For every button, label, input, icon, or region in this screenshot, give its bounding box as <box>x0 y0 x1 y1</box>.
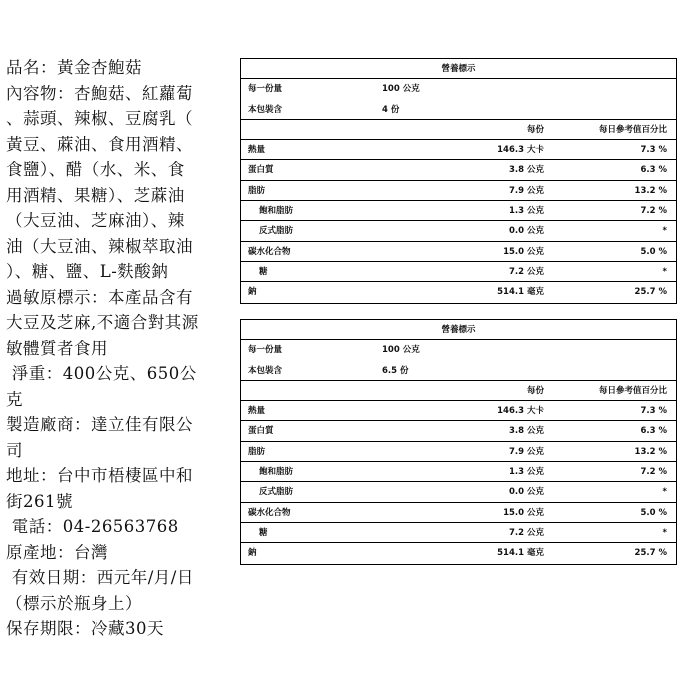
nutrient-label: 鈉 <box>248 548 257 559</box>
nutrient-value: 146.3 大卡 <box>497 145 544 156</box>
info-line: 有效日期：西元年/月/日 <box>6 568 194 587</box>
servings-per-pack-row <box>241 100 676 120</box>
col-daily-value: 每日參考值百分比 <box>598 385 667 396</box>
panel-title: 營養標示 <box>241 320 676 340</box>
nutrient-value: 0.0 公克 <box>508 226 544 237</box>
column-header-row <box>241 381 676 401</box>
nutrient-row <box>241 462 676 482</box>
nutrient-value: 3.8 公克 <box>508 426 544 437</box>
nutrient-value: 3.8 公克 <box>508 165 544 176</box>
nutrient-row <box>241 543 676 563</box>
nutrient-label: 飽和脂肪 <box>259 467 294 478</box>
nutrient-pct: * <box>662 266 667 277</box>
nutrient-row <box>241 523 676 543</box>
nutrient-row <box>241 221 676 241</box>
nutrient-row <box>241 262 676 282</box>
nutrient-label: 糖 <box>259 266 268 277</box>
nutrient-label: 蛋白質 <box>248 426 274 437</box>
nutrient-value: 7.9 公克 <box>508 185 544 196</box>
nutrient-pct: * <box>662 487 667 498</box>
servings-value: 4 份 <box>382 104 400 115</box>
info-line: 街261號 <box>6 491 73 511</box>
info-line: 保存期限：冷藏30天 <box>6 619 164 638</box>
nutrient-pct: 7.2 % <box>640 206 667 217</box>
nutrient-value: 514.1 毫克 <box>497 548 544 559</box>
nutrient-pct: * <box>662 226 667 237</box>
info-line: 敏體質者食用 <box>6 338 108 358</box>
info-line: 製造廠商：達立佳有限公 <box>6 415 193 434</box>
nutrient-value: 1.3 公克 <box>508 467 544 478</box>
nutrient-value: 7.9 公克 <box>508 446 544 457</box>
col-daily-value: 每日參考值百分比 <box>598 124 667 135</box>
panel-title: 營養標示 <box>241 59 676 79</box>
nutrient-pct: 5.0 % <box>640 507 667 518</box>
nutrient-label: 熱量 <box>248 145 266 156</box>
nutrient-label: 熱量 <box>248 406 266 417</box>
info-line: 地址：台中市梧棲區中和 <box>6 466 193 485</box>
nutrient-value: 15.0 公克 <box>503 246 544 257</box>
nutrient-row <box>241 181 676 201</box>
info-line: 司 <box>6 440 23 460</box>
nutrient-pct: 5.0 % <box>640 246 667 257</box>
column-header-row <box>241 120 676 140</box>
serving-size-row <box>241 340 676 360</box>
nutrient-pct: 6.3 % <box>640 426 667 437</box>
nutrient-label: 蛋白質 <box>248 165 274 176</box>
nutrient-row <box>241 482 676 502</box>
nutrient-value: 146.3 大卡 <box>497 406 544 417</box>
info-line: 克 <box>6 389 23 409</box>
nutrition-panel-2 <box>240 319 677 565</box>
nutrient-pct: 7.3 % <box>640 406 667 417</box>
nutrient-label: 脂肪 <box>248 446 266 457</box>
info-line: 、蒜頭、辣椒、豆腐乳（ <box>6 109 193 128</box>
nutrient-label: 反式脂肪 <box>259 487 294 498</box>
info-line: ）、糖、鹽、L-麩酸鈉 <box>6 262 169 281</box>
nutrient-label: 糖 <box>259 527 268 538</box>
servings-label: 本包裝含 <box>248 365 283 376</box>
info-line: （標示於瓶身上） <box>6 593 142 613</box>
info-line: 食鹽）、醋（水、米、食 <box>6 160 185 179</box>
info-line: 內容物：杏鮑菇、紅蘿蔔 <box>6 83 193 103</box>
nutrient-label: 碳水化合物 <box>248 507 291 518</box>
col-per-serving: 每份 <box>526 385 544 396</box>
nutrient-row <box>241 160 676 180</box>
product-info-text <box>6 55 232 642</box>
nutrient-value: 7.2 公克 <box>508 527 544 538</box>
info-line: （大豆油、芝麻油）、辣 <box>6 211 185 230</box>
nutrient-label: 飽和脂肪 <box>259 206 294 217</box>
nutrient-label: 鈉 <box>248 287 257 298</box>
info-line: 用酒精、果糖）、芝蔴油 <box>6 185 185 205</box>
nutrient-row <box>241 282 676 302</box>
nutrient-value: 514.1 毫克 <box>497 287 544 298</box>
info-line: 電話：04-26563768 <box>6 517 179 536</box>
serving-value: 100 公克 <box>382 345 420 356</box>
nutrient-row <box>241 140 676 160</box>
info-line: 原產地：台灣 <box>6 542 108 562</box>
nutrient-row <box>241 503 676 523</box>
nutrient-pct: 25.7 % <box>634 287 667 298</box>
nutrient-value: 0.0 公克 <box>508 487 544 498</box>
nutrition-panel-1 <box>240 58 677 304</box>
nutrient-label: 反式脂肪 <box>259 226 294 237</box>
nutrient-pct: 7.3 % <box>640 145 667 156</box>
nutrient-pct: 13.2 % <box>634 446 667 457</box>
col-per-serving: 每份 <box>526 124 544 135</box>
nutrient-row <box>241 401 676 421</box>
nutrient-row <box>241 421 676 441</box>
nutrient-value: 1.3 公克 <box>508 206 544 217</box>
info-line: 淨重：400公克、650公 <box>6 364 197 383</box>
servings-value: 6.5 份 <box>382 365 409 376</box>
servings-per-pack-row <box>241 361 676 381</box>
nutrient-pct: 25.7 % <box>634 548 667 559</box>
nutrient-row <box>241 201 676 221</box>
nutrient-pct: 6.3 % <box>640 165 667 176</box>
nutrient-label: 碳水化合物 <box>248 246 291 257</box>
info-line: 大豆及芝麻,不適合對其源 <box>6 313 199 332</box>
nutrient-pct: 7.2 % <box>640 467 667 478</box>
serving-label: 每一份量 <box>248 345 283 356</box>
nutrient-pct: * <box>662 527 667 538</box>
nutrient-label: 脂肪 <box>248 185 266 196</box>
nutrient-row <box>241 242 676 262</box>
serving-label: 每一份量 <box>248 84 283 95</box>
info-line: 黃豆、蔴油、食用酒精、 <box>6 134 193 154</box>
info-line: 過敏原標示：本產品含有 <box>6 287 193 307</box>
serving-value: 100 公克 <box>382 84 420 95</box>
serving-size-row <box>241 79 676 99</box>
info-line: 品名：黃金杏鮑菇 <box>6 58 142 77</box>
info-line: 油（大豆油、辣椒萃取油 <box>6 236 193 256</box>
servings-label: 本包裝含 <box>248 104 283 115</box>
nutrient-pct: 13.2 % <box>634 185 667 196</box>
nutrient-row <box>241 442 676 462</box>
nutrient-value: 15.0 公克 <box>503 507 544 518</box>
nutrient-value: 7.2 公克 <box>508 266 544 277</box>
